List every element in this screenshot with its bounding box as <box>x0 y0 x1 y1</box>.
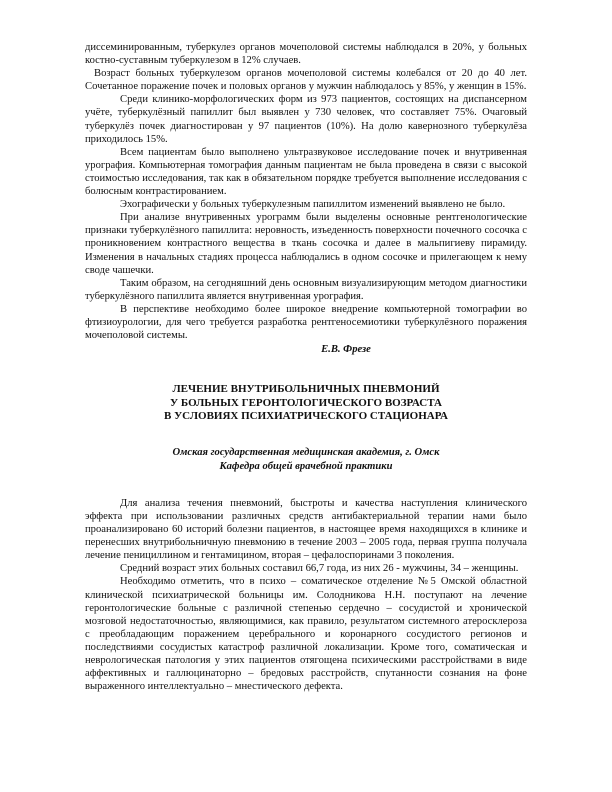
affiliation-line: Омская государственная медицинская академия, г. Омск <box>172 447 440 459</box>
article-title <box>85 383 527 423</box>
body-paragraph: Для анализа течения пневмоний, быстроты и качества наступления клинического эффекта при использовании различных средств антибактериальной терапии нами было проанализировано 60 историй болезни пациентов, в настоящее время находящихся в клинике и перенесших внутрибольничную пневмонию в течение 2003 – 2005 года, первая группа получала лечение пенициллином и гентамицином, вторая – цефалоспоринами 3 поколения. <box>85 497 527 562</box>
affiliation <box>85 446 527 472</box>
body-paragraph: В перспективе необходимо более широкое внедрение компьютерной томографии во фтизиоурологии, для чего требуется разработка рентгеносемиотики туберкулёзного поражения мочеполовой системы. <box>85 303 527 342</box>
affiliation-line: Кафедра общей врачебной практики <box>219 460 393 472</box>
body-paragraph: При анализе внутривенных урограмм были выделены основные рентгенологические признаки туберкулёзного папиллита: неровность, изъеденность поверхности почечного сосочка с проникновением контрастного вещества в ткань сосочка и далее в мальпигиеву пирамиду. Изменения в начальных стадиях процесса наблюдались в одном сосочке и прилегающем к нему своде чашечки. <box>85 212 527 276</box>
body-paragraph: Средний возраст этих больных составил 66,7 года, из них 26 - мужчины, 34 – женщины. <box>120 563 519 575</box>
document-page <box>85 41 527 693</box>
body-paragraph: Среди клинико-морфологических форм из 973 пациентов, состоящих на диспансерном учёте, туберкулёзный папиллит был выявлен у 730 человек, что составляет 75%. Очаговый туберкулёз почек диагностирован у 97 пациентов (10%). На долю кавернозного туберкулёза приходилось 15%. <box>85 94 527 145</box>
spacer <box>85 473 527 497</box>
article-title-line: У БОЛЬНЫХ ГЕРОНТОЛОГИЧЕСКОГО ВОЗРАСТА <box>170 396 442 409</box>
body-paragraph: диссеминированным, туберкулез органов мочеполовой системы наблюдался в 20%, у больных костно-суставным туберкулезом в 12% случаев. <box>85 42 527 67</box>
body-paragraph: Всем пациентам было выполнено ультразвуковое исследование почек и внутривенная урография. Компьютерная томография данным пациентам не была проведена в связи с высокой стоимостью исследования, так как в обязательном порядке требуется выполнение исследования с болюсным контрастированием. <box>85 146 527 198</box>
author-signature: Е.В. Фрезе <box>321 344 371 356</box>
article-title-line: В УСЛОВИЯХ ПСИХИАТРИЧЕСКОГО СТАЦИОНАРА <box>163 410 448 423</box>
body-paragraph: Эхографически у больных туберкулезным папиллитом изменений выявлено не было. <box>120 199 506 211</box>
body-paragraph: Возраст больных туберкулезом органов мочеполовой системы колебался от 20 до 40 лет. Сочетанное поражение почек и половых органов у мужчин наблюдалось у 85%, у женщин в 15%. <box>85 68 527 93</box>
body-paragraph: Таким образом, на сегодняшний день основным визуализирующим методом диагностики туберкулёзного папиллита является внутривенная урография. <box>85 277 527 302</box>
body-paragraph: Необходимо отметить, что в психо – соматическое отделение №5 Омской областной клинической психиатрической больницы им. Солодникова Н.Н. поступают на лечение геронтологические больные с различной степенью сердечно – сосудистой и хронической мозговой недостаточностью, являющимися, как правило, результатом системного атеросклероза с преобладающим поражением церебрального и коронарного сосудистого регионов и последствиями сосудистых катастроф различной локализации. Кроме того, соматическая и неврологическая патология у этих пациентов отягощена психическими расстройствами в виде аффективных и галлюцинаторно – бредовых расстройств, спутанности сознания на фоне выраженного интеллектуально – мнестического дефекта. <box>85 576 527 693</box>
article-title-line: ЛЕЧЕНИЕ ВНУТРИБОЛЬНИЧНЫХ ПНЕВМОНИЙ <box>172 383 440 396</box>
